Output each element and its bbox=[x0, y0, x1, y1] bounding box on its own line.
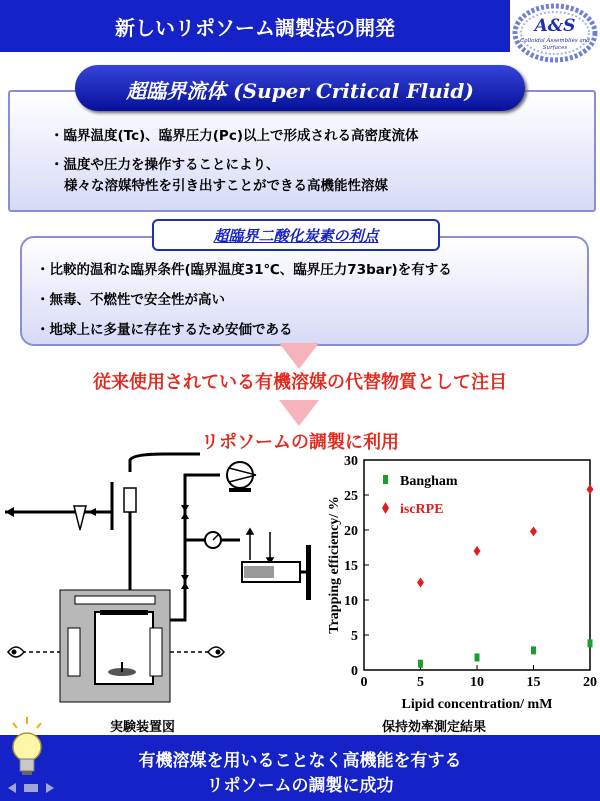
eye-icon bbox=[8, 647, 24, 657]
callout-liposome: リポソームの調製に利用 bbox=[201, 432, 399, 453]
x-axis-label: Lipid concentration/ mM bbox=[401, 697, 553, 712]
logo-subtitle: Colloidal Assemblies and Surfaces bbox=[520, 38, 590, 51]
y-tick-label: 25 bbox=[344, 489, 358, 504]
x-tick-label: 10 bbox=[470, 675, 484, 690]
y-tick-label: 10 bbox=[344, 594, 358, 609]
advantages-title-banner bbox=[152, 219, 440, 251]
nav-controls[interactable] bbox=[6, 780, 66, 796]
y-tick-label: 20 bbox=[344, 524, 358, 539]
lightbulb-icon bbox=[6, 715, 48, 785]
apparatus-diagram bbox=[0, 450, 315, 710]
y-tick-label: 0 bbox=[351, 664, 358, 679]
scf-bullet-1: ・臨界温度(Tc)、臨界圧力(Pc)以上で形成される高密度流体 bbox=[50, 128, 419, 144]
plot-frame bbox=[364, 460, 590, 670]
y-axis-label: Trapping efficiency/ % bbox=[327, 496, 342, 634]
logo bbox=[512, 2, 598, 64]
menu-icon bbox=[24, 784, 38, 792]
pump-icon bbox=[227, 462, 256, 492]
logo-text: A&S bbox=[534, 16, 576, 36]
data-point-bangham bbox=[418, 660, 423, 668]
x-tick-label: 0 bbox=[360, 675, 368, 690]
down-arrow-icon bbox=[279, 400, 319, 426]
scf-bullet-3: 様々な溶媒特性を引き出すことができる高機能性溶媒 bbox=[64, 178, 388, 194]
scf-bullet-2: ・温度や圧力を操作することにより、 bbox=[50, 157, 280, 173]
scf-title: 超臨界流体 (Super Critical Fluid) bbox=[126, 79, 474, 103]
legend-marker bbox=[382, 502, 389, 514]
advantage-bullet-1: ・比較的温和な臨界条件(臨界温度31℃、臨界圧力73bar)を有する bbox=[36, 262, 452, 278]
footer-line-1: 有機溶媒を用いることなく高機能を有する bbox=[138, 751, 462, 771]
down-arrow-icon bbox=[279, 343, 319, 369]
callout-alternative: 従来使用されている有機溶媒の代替物質として注目 bbox=[93, 372, 507, 393]
data-point-bangham bbox=[531, 646, 536, 654]
advantage-bullet-2: ・無毒、不燃性で安全性が高い bbox=[36, 292, 225, 308]
data-point-iscrpe bbox=[474, 546, 481, 556]
legend-label: iscRPE bbox=[400, 502, 444, 517]
x-tick-label: 15 bbox=[526, 675, 541, 690]
data-point-iscrpe bbox=[530, 526, 537, 536]
data-point-bangham bbox=[475, 653, 480, 661]
trapping-efficiency-chart bbox=[318, 452, 600, 714]
page-title: 新しいリポソーム調製法の開発 bbox=[115, 16, 395, 40]
next-slide-icon bbox=[46, 783, 54, 793]
data-point-bangham bbox=[588, 639, 593, 647]
advantages-title: 超臨界二酸化炭素の利点 bbox=[213, 227, 379, 245]
prev-slide-icon bbox=[8, 783, 16, 793]
legend-marker bbox=[383, 475, 388, 484]
header-bar bbox=[0, 0, 510, 52]
y-tick-label: 30 bbox=[344, 454, 358, 469]
legend-label: Bangham bbox=[400, 474, 458, 489]
footer-line-2: リポソームの調製に成功 bbox=[206, 776, 394, 796]
x-tick-label: 5 bbox=[417, 675, 424, 690]
footer-bar bbox=[0, 735, 600, 801]
advantage-bullet-3: ・地球上に多量に存在するため安価である bbox=[36, 322, 293, 338]
data-point-iscrpe bbox=[417, 578, 424, 588]
results-caption: 保持効率測定結果 bbox=[382, 720, 487, 735]
apparatus-caption: 実験装置図 bbox=[110, 720, 176, 735]
eye-icon bbox=[208, 647, 224, 657]
scf-title-banner bbox=[75, 65, 525, 111]
x-tick-label: 20 bbox=[583, 675, 597, 690]
y-tick-label: 15 bbox=[344, 559, 358, 574]
y-tick-label: 5 bbox=[351, 629, 358, 644]
data-point-iscrpe bbox=[587, 484, 594, 494]
